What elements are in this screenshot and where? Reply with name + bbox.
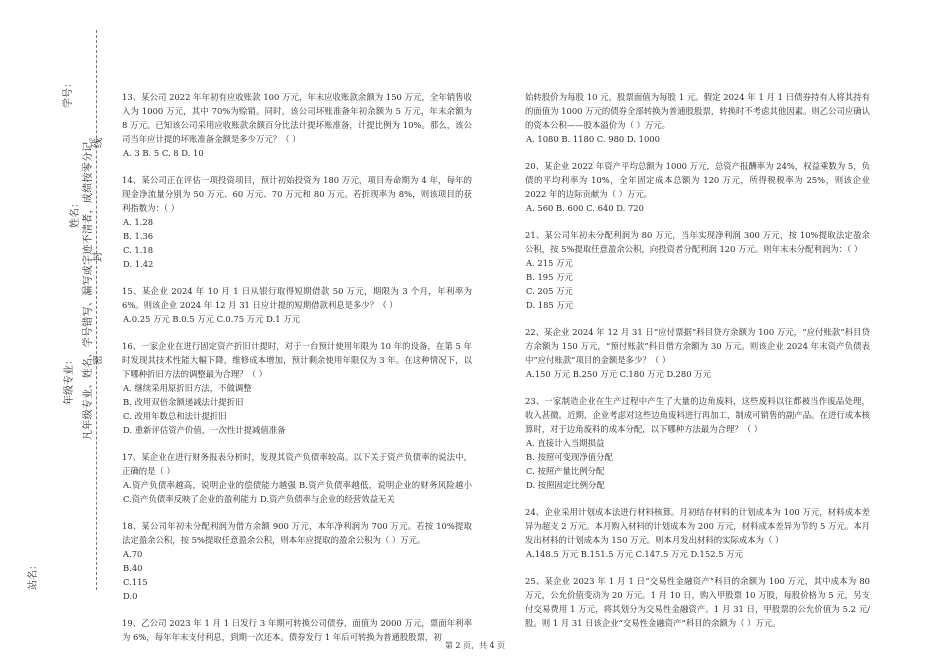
question-text: 16、一家企业在进行固定资产折旧计提时，对于一台预计使用年限为 10 年的设备，在第 5 年时发现其技术性能大幅下降，维修成本增加，预计剩余使用年限仅为 3 年。在这种情况下，以下哪种折旧方法的调整最为合理？（ ） [122,341,472,379]
option-a: A. 直接计入当期损益 [526,438,605,448]
question-text: 22、某企业 2024 年 12 月 31 日“应付票据”科目贷方余额为 100 万元，“应付账款”科目贷方余额为 150 万元，“预付账款”科目借方余额为 30 万元。则该企业 2024 年末资产负债表中“应付账款”项目的金额是多少？（ ） [525,327,870,365]
seal-mark-feng: 封 [93,252,104,262]
question-18 [122,519,472,603]
question-text: 19、乙公司 2023 年 1 月 1 日发行 3 年期可转换公司债券，面值为 2000 万元，票面年利率为 6%，每年年末支付利息，到期一次还本。债券发行 1 年后可转换为普通股股票，初 [122,618,472,642]
option-c: C. 改用年数总和法计提折旧 [123,411,227,421]
question-22 [525,325,870,381]
option-d: D. 按照固定比例分配 [526,480,605,490]
question-25 [525,574,870,630]
student-id-label: 学号： [63,78,74,108]
option-d: D. 重新评估资产价值，一次性计提减值准备 [123,425,286,435]
option-d: D. 185 万元 [526,300,574,310]
binding-instruction: 凡年级专业、姓名、学号错写、漏写或字迹不清者，成绩按零分记。 [83,131,94,440]
option-d: D.0 [123,591,138,601]
question-23 [525,394,870,492]
question-options: A.资产负债率越高，说明企业的偿债能力越强 B.资产负债率越低，说明企业的财务风险越小 C.资产负债率反映了企业的盈利能力 D.资产负债率与企业的经营效益无关 [123,480,472,504]
option-b: B. 195 万元 [526,272,573,282]
question-options: A.0.25 万元 B.0.5 万元 C.0.75 万元 D.1 万元 [123,314,300,324]
option-c: C. 1.18 [123,245,154,255]
option-b: B. 改用双倍余额递减法计提折旧 [123,397,244,407]
station-label: 站名： [28,560,39,590]
left-question-column [122,90,472,657]
question-text: 17、某企业在进行财务报表分析时，发现其资产负债率较高。以下关于资产负债率的说法中，正确的是（ ） [122,452,472,476]
right-question-column [525,90,870,643]
question-text: 始转股价为每股 10 元，股票面值为每股 1 元。假定 2024 年 1 月 1 日债券持有人将其持有的面值为 1000 万元的债券全部转换为普通股股票，转换时不考虑其他因素。则乙公司应确认的资本公积——股本溢价为（ ）万元。 [525,92,870,130]
option-a: A. 继续采用原折旧方法，不做调整 [123,383,252,393]
question-21 [525,228,870,312]
option-b: B. 按照可变现净值分配 [526,452,613,462]
page-number: 第 2 页，共 4 页 [444,641,506,650]
option-b: B.40 [123,563,143,573]
option-d: D. 1.42 [123,259,154,269]
question-text: 13、某公司 2022 年年初有应收账款 100 万元，年末应收账款余额为 150 万元，全年销售收入为 1000 万元，其中 70%为赊销。同时，该公司坏账准备年初余额为 5 万元，年末余额为 8 万元。已知该公司采用应收账款余额百分比法计提坏账准备，计提比例为 10%。那么，该公司当年应计提的坏账准备金额是多少万元？（ ） [122,92,472,144]
question-19-continued [525,90,870,146]
question-text: 24、企业采用计划成本法进行材料核算。月初结存材料的计划成本为 100 万元，材料成本差异为超支 2 万元。本月购入材料的计划成本为 200 万元，材料成本差异为节约 5 万元。本月发出材料的计划成本为 150 万元。则本月发出材料的实际成本为（ ） [525,507,870,545]
question-16 [122,339,472,437]
question-20 [525,159,870,215]
option-c: C. 205 万元 [526,286,573,296]
question-13 [122,90,472,160]
question-options: A.150 万元 B.250 万元 C.180 万元 D.280 万元 [526,369,711,379]
question-text: 14、某公司正在评估一项投资项目，预计初始投资为 180 万元，项目寿命期为 4 年，每年的现金净流量分别为 50 万元、60 万元、70 万元和 80 万元。若折现率为 8%，则该项目的获利指数为：（ ） [122,175,472,213]
question-17 [122,450,472,506]
seal-mark-xian: 线 [93,138,104,148]
option-a: A.70 [123,549,143,559]
question-text: 18、某公司年初未分配利润为借方余额 900 万元，本年净利润为 700 万元。若按 10%提取法定盈余公积，按 5%提取任意盈余公积，则本年应提取的盈余公积为（ ）万元。 [122,521,472,545]
question-14 [122,173,472,271]
question-options: A. 1080 B. 1180 C. 980 D. 1000 [526,134,660,144]
question-text: 15、某企业 2024 年 10 月 1 日从银行取得短期借款 50 万元，期限为 3 个月，年利率为 6%。则该企业 2024 年 12 月 31 日应计提的短期借款利息是多少？（ ） [122,286,472,310]
grade-major-label: 年级专业： [64,355,75,405]
question-options: A. 3 B. 5 C. 8 D. 10 [123,148,204,158]
option-c: C. 按照产量比例分配 [526,466,605,476]
question-options: A.148.5 万元 B.151.5 万元 C.147.5 万元 D.152.5 万元 [526,549,743,559]
question-24 [525,505,870,561]
question-text: 23、一家制造企业在生产过程中产生了大量的边角废料，这些废料以往都被当作废品处理，收入甚微。近期，企业考虑对这些边角废料进行再加工，制成可销售的副产品。在进行成本核算时，对于边角废料的成本分配，以下哪种方法最为合理？（ ） [525,396,870,434]
question-text: 20、某企业 2022 年资产平均总额为 1000 万元，总资产报酬率为 24%，权益乘数为 5，负债的平均利率为 10%，全年固定成本总额为 120 万元，所得税税率为 25%，则该企业 2022 年的边际贡献为（ ）万元。 [525,161,870,199]
question-text: 21、某公司年初未分配利润为 80 万元，当年实现净利润 300 万元，按 10%提取法定盈余公积，按 5%提取任意盈余公积，向投资者分配利润 120 万元。则年末未分配利润为：（ ） [525,230,870,254]
question-15 [122,284,472,326]
question-text: 25、某企业 2023 年 1 月 1 日“交易性金融资产”科目的余额为 100 万元，其中成本为 80 万元，公允价值变动为 20 万元。1 月 10 日，购入甲股票 10 万股，每股价格为 5 元，另支付交易费用 1 万元，将其划分为交易性金融资产。1 月 31 日，甲股票的公允价值为 5.2 元/股。则 1 月 31 日该企业“交易性金融资产”科目的余额为（ ）万元。 [525,576,870,628]
name-label: 姓名： [70,198,81,228]
cut-line [96,30,97,590]
option-a: A. 215 万元 [526,258,573,268]
question-options: A. 560 B. 600 C. 640 D. 720 [526,203,644,213]
option-b: B. 1.36 [123,231,154,241]
seal-mark-mi: 密 [93,355,104,365]
option-c: C.115 [123,577,148,587]
option-a: A. 1.28 [123,217,154,227]
